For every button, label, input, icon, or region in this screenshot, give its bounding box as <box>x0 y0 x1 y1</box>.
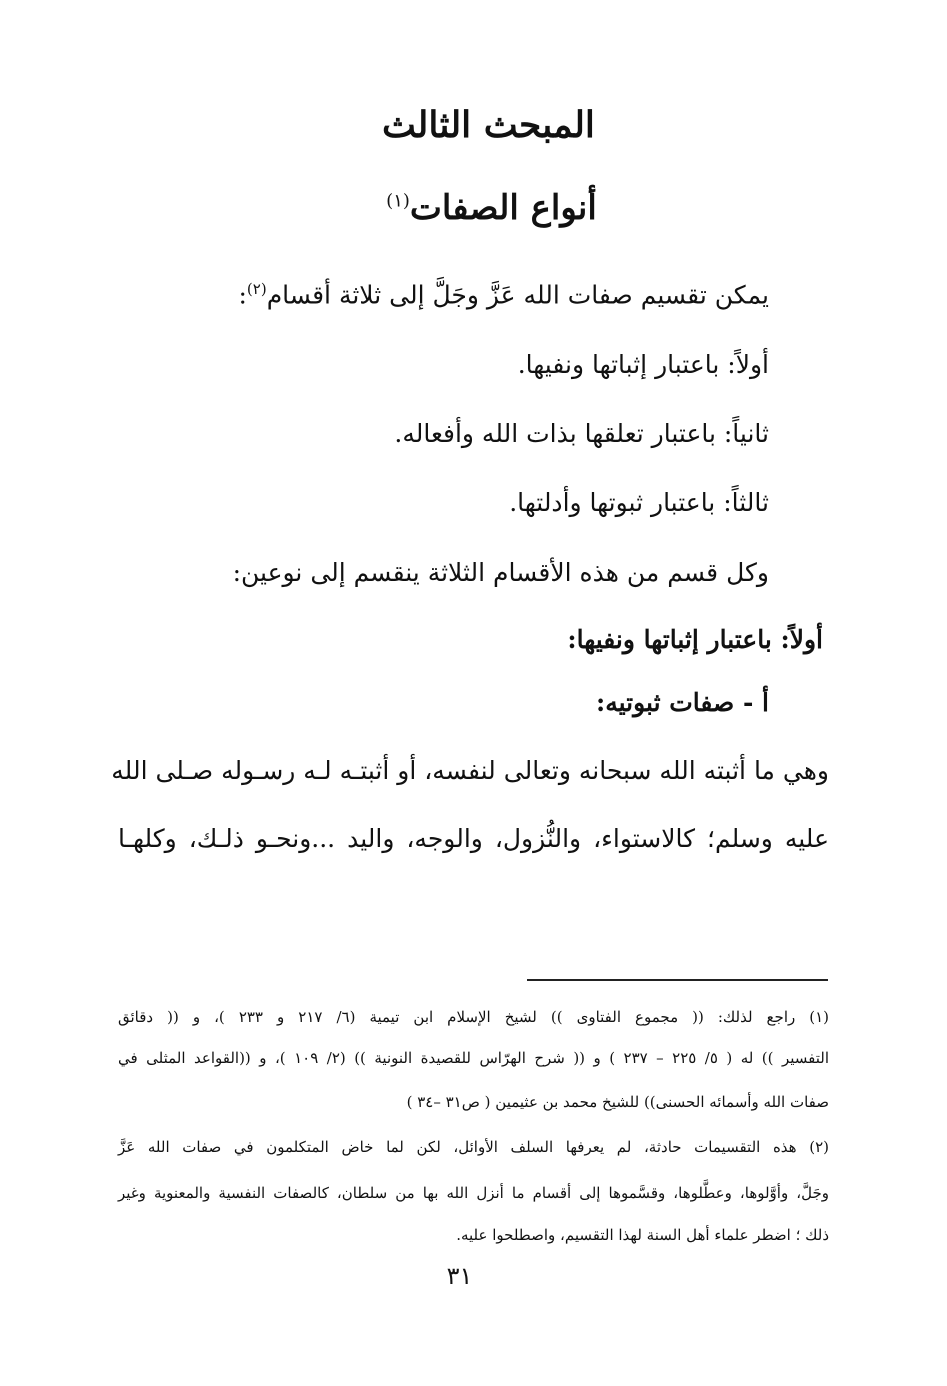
footnote-divider <box>527 979 828 981</box>
subheading-first-type: أولاً: باعتبار إثباتها ونفيها: <box>567 625 823 654</box>
page-number: ٣١ <box>446 1262 473 1290</box>
list-item-3: ثالثاً: باعتبار ثبوتها وأدلتها. <box>509 488 769 517</box>
intro-text: يمكن تقسيم صفات الله عَزَّ وجَلَّ إلى ثلاثة أقسام <box>266 280 769 310</box>
footnote-1-line-3: صفات الله وأسمائه الحسنى)) للشيخ محمد بن عثيمين ( ص٣١ –٣٤ ) <box>406 1093 829 1111</box>
footnote-ref-2: (٢) <box>246 280 267 298</box>
intro-colon: : <box>238 280 247 310</box>
footnote-2-line-1: (٢) هذه التقسيمات حادثة، لم يعرفها السلف الأوائل، لكن لما خاض المتكلمون في صفات الله عَزَّ <box>118 1138 829 1156</box>
subheading-positive-attributes: أ - صفات ثبوتيه: <box>595 688 769 717</box>
intro-line <box>238 280 769 310</box>
chapter-title-text: المبحث الثالث <box>382 104 595 146</box>
footnote-ref-1: (١) <box>386 190 410 212</box>
footnote-2-line-2: وجَلَّ، وأوَّلوها، وعطَّلوها، وقسَّموها إلى أقسام ما أنزل الله بها من سلطان، كالصفات النفسية والمعنوية وغير <box>118 1184 829 1202</box>
chapter-title <box>0 104 947 146</box>
list-item-2: ثانياً: باعتبار تعلقها بذات الله وأفعاله. <box>394 419 769 448</box>
footnote-1-line-1: (١) راجع لذلك: (( مجموع الفتاوى )) لشيخ الإسلام ابن تيمية (٦/ ٢١٧ و ٢٣٣ )، و (( دقائق <box>118 1008 830 1026</box>
footnote-2-line-3: ذلك ؛ اضطر علماء أهل السنة لهذا التقسيم، واصطلحوا عليه. <box>456 1226 829 1244</box>
list-item-1: أولاً: باعتبار إثباتها ونفيها. <box>517 350 769 379</box>
paragraph-line-2: عليه وسلم؛ كالاستواء، والنُّزول، والوجه، واليد ...ونحـو ذلـك، وكلهـا <box>118 824 829 853</box>
section-title <box>0 188 947 228</box>
division-line: وكل قسم من هذه الأقسام الثلاثة ينقسم إلى نوعين: <box>232 558 769 587</box>
footnote-1-line-2: التفسير )) له ( ٥/ ٢٢٥ – ٢٣٧ ) و (( شرح الهرّاس للقصيدة النونية )) (٢/ ١٠٩ )، و ((القواعد المثلى في <box>118 1049 829 1067</box>
paragraph-line-1: وهي ما أثبته الله سبحانه وتعالى لنفسه، أو أثبتـه لـه رسـوله صـلى الله <box>111 756 829 785</box>
section-title-text: أنواع الصفات <box>409 188 597 228</box>
